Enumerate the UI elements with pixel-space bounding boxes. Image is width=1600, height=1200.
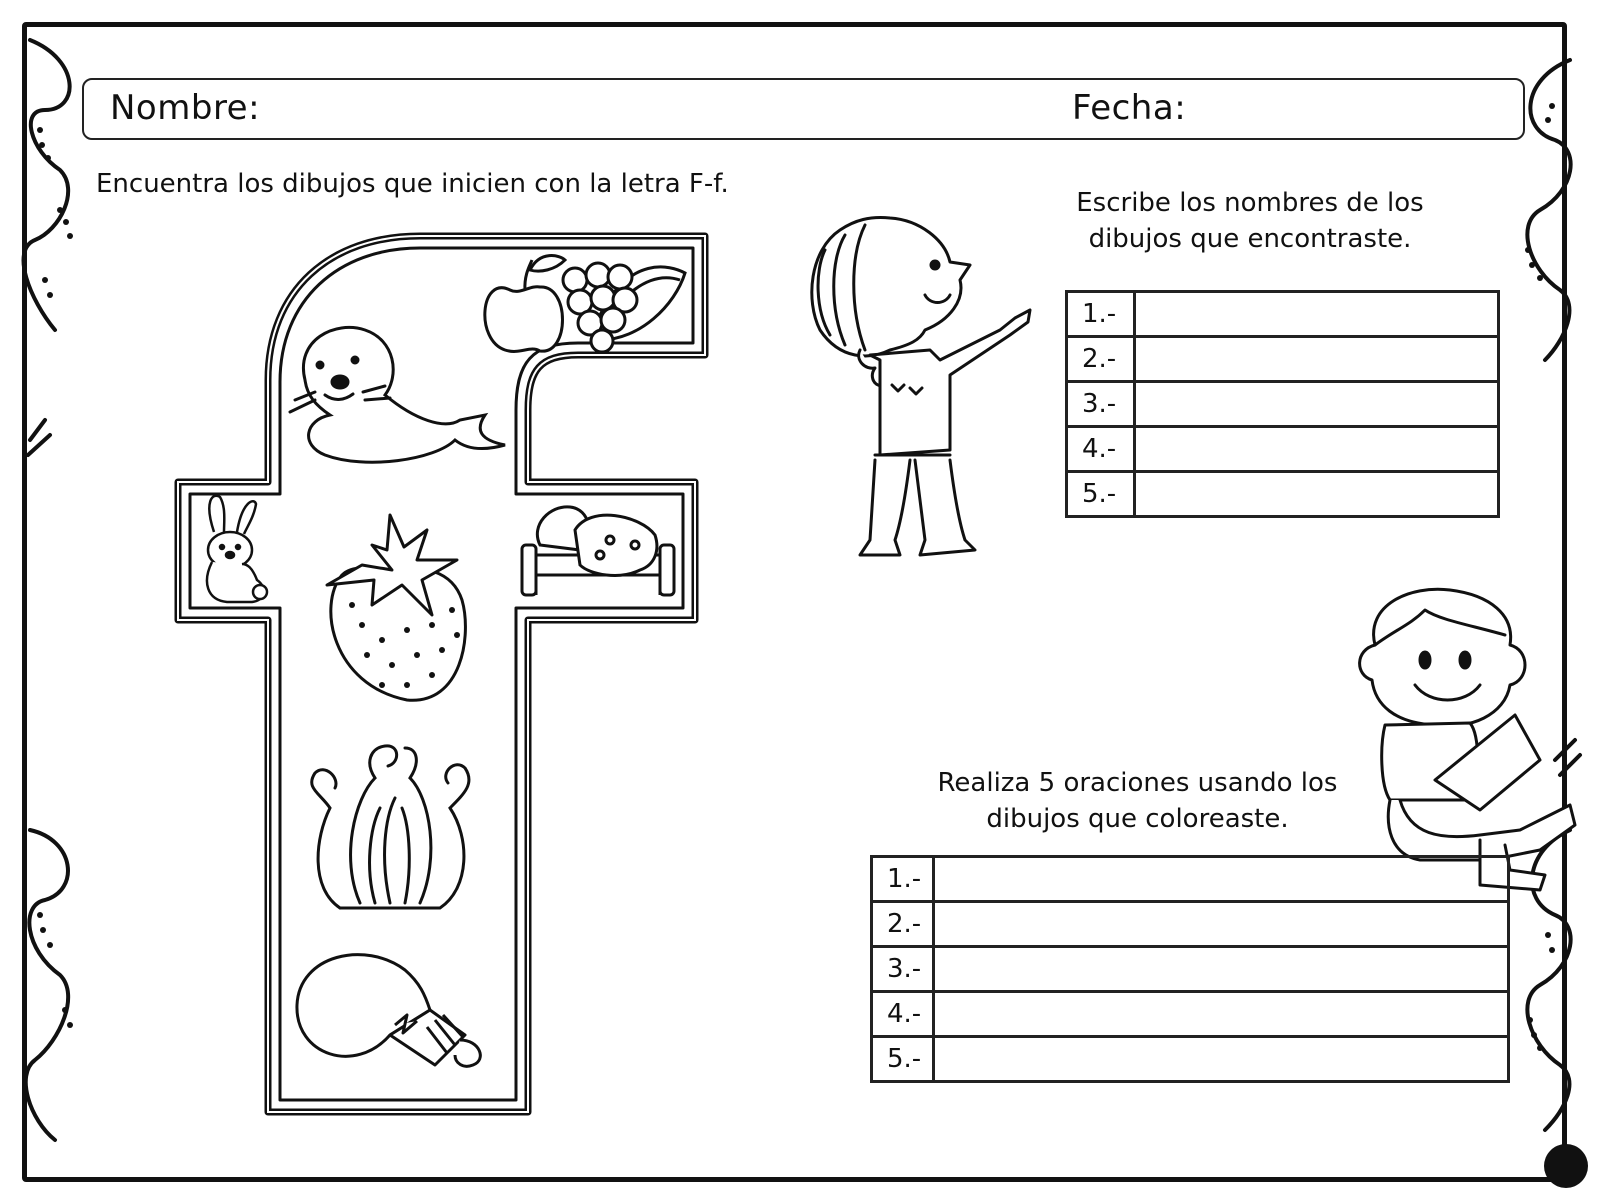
answer-line[interactable]	[934, 902, 1509, 947]
row-number: 1.-	[872, 857, 934, 902]
sentences-instruction-line2: dibujos que coloreaste.	[986, 804, 1289, 834]
answer-line[interactable]	[934, 857, 1509, 902]
sofa-icon	[520, 495, 680, 605]
table-row	[872, 1037, 1509, 1082]
table-row	[1067, 472, 1499, 517]
credit-logo	[1544, 1144, 1588, 1188]
names-table	[1065, 290, 1500, 518]
names-instruction	[1040, 185, 1460, 257]
row-number: 1.-	[1067, 292, 1135, 337]
find-instruction: Encuentra los dibujos que inicien con la letra F-f.	[96, 169, 729, 199]
table-row	[872, 947, 1509, 992]
seal-icon	[285, 320, 510, 470]
strawberry-icon	[312, 505, 477, 705]
fire-icon	[300, 738, 480, 913]
table-row	[872, 992, 1509, 1037]
fruit-icon	[480, 245, 690, 355]
row-number: 4.-	[872, 992, 934, 1037]
answer-line[interactable]	[1135, 382, 1499, 427]
answer-line[interactable]	[1135, 427, 1499, 472]
answer-line[interactable]	[1135, 292, 1499, 337]
row-number: 3.-	[872, 947, 934, 992]
table-row	[1067, 292, 1499, 337]
names-instruction-line2: dibujos que encontraste.	[1088, 224, 1412, 254]
lightbulb-icon	[295, 945, 495, 1075]
sentences-instruction	[905, 765, 1370, 837]
table-row	[872, 857, 1509, 902]
table-row	[1067, 337, 1499, 382]
answer-line[interactable]	[934, 947, 1509, 992]
row-number: 5.-	[1067, 472, 1135, 517]
row-number: 2.-	[1067, 337, 1135, 382]
answer-line[interactable]	[934, 992, 1509, 1037]
row-number: 5.-	[872, 1037, 934, 1082]
sentences-instruction-line1: Realiza 5 oraciones usando los	[937, 768, 1338, 798]
row-number: 2.-	[872, 902, 934, 947]
girl-pointing-icon	[800, 210, 1050, 570]
row-number: 3.-	[1067, 382, 1135, 427]
table-row	[1067, 382, 1499, 427]
sentences-table	[870, 855, 1510, 1083]
names-instruction-line1: Escribe los nombres de los	[1076, 188, 1424, 218]
table-row	[872, 902, 1509, 947]
answer-line[interactable]	[1135, 337, 1499, 382]
answer-line[interactable]	[934, 1037, 1509, 1082]
date-label: Fecha:	[1072, 88, 1187, 128]
name-label: Nombre:	[110, 88, 261, 128]
answer-line[interactable]	[1135, 472, 1499, 517]
table-row	[1067, 427, 1499, 472]
rabbit-icon	[192, 492, 272, 607]
row-number: 4.-	[1067, 427, 1135, 472]
